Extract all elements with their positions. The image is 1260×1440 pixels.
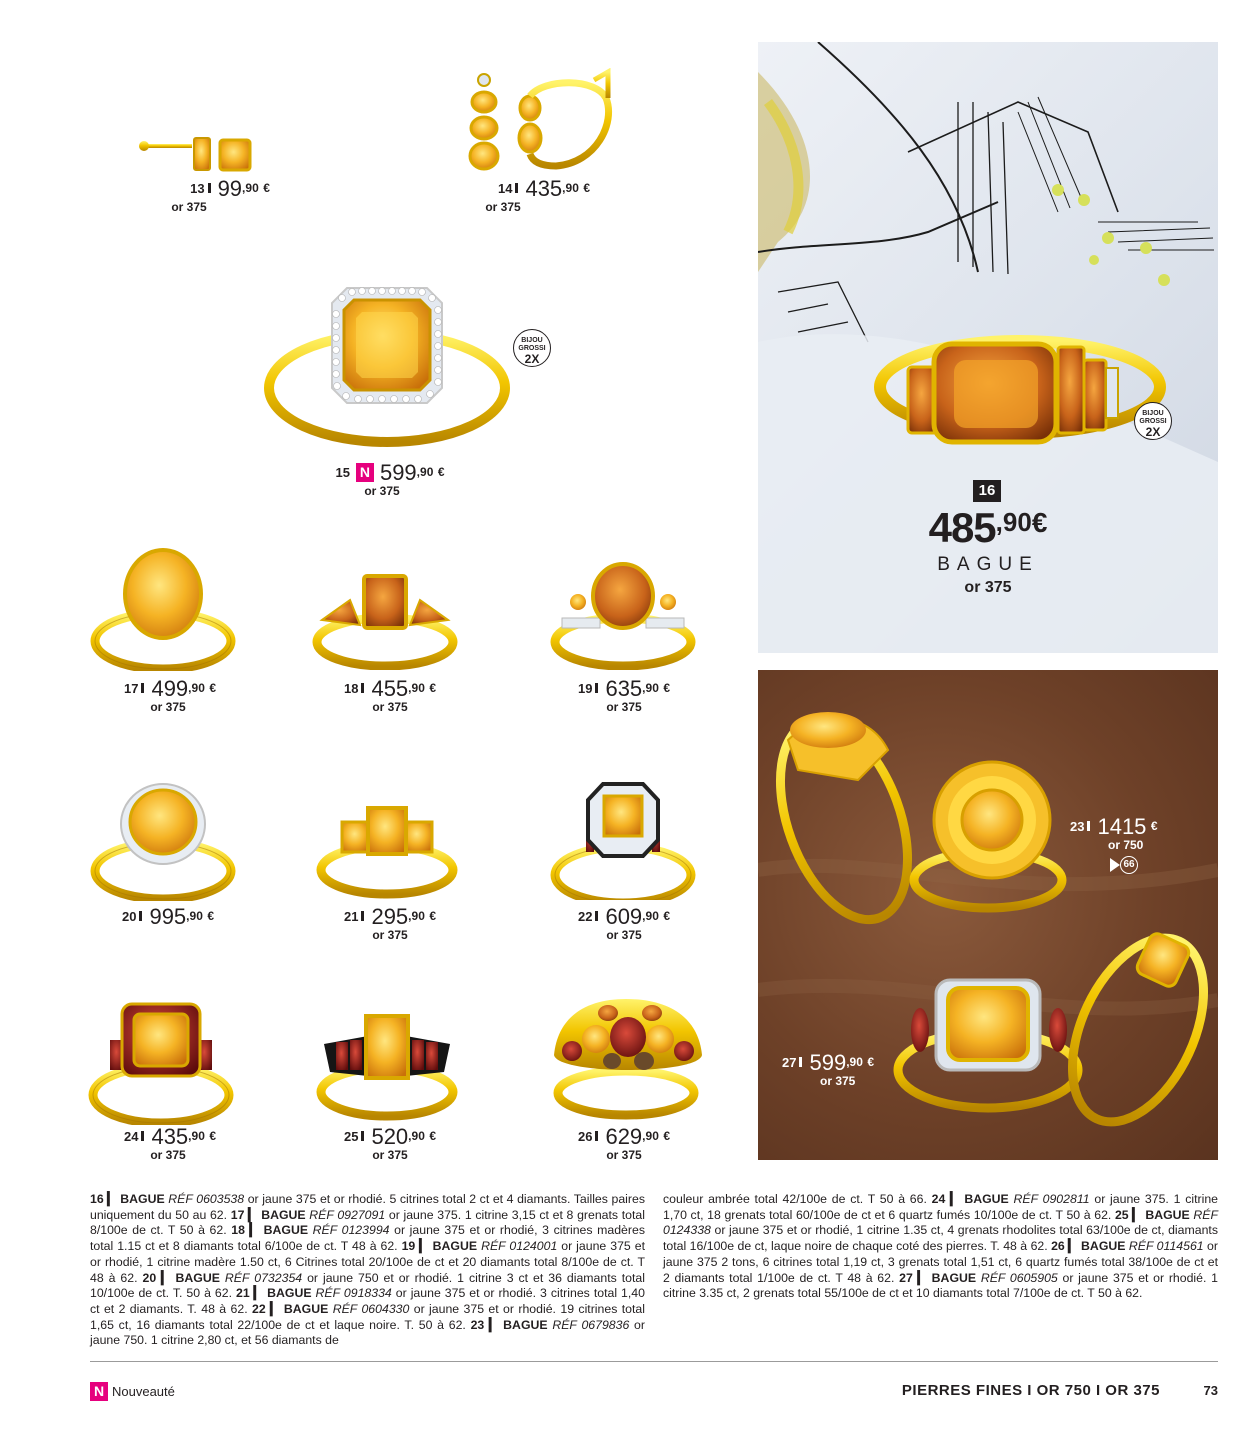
product-17-image[interactable] [88,546,243,671]
product-25-image[interactable] [312,1010,467,1125]
product-19-cents: 90 [645,681,659,695]
legend-item-22-ref: RÉF 0604330 [332,1301,410,1316]
legend-item-17-ref: RÉF 0927091 [309,1207,386,1222]
product-22-number: 22 [577,909,593,924]
product-15-cents: 90 [420,465,434,479]
legend-item-27-label: 27 ▎ BAGUE [894,1270,981,1285]
product-18-metal: or 375 [372,700,408,714]
product-22-image[interactable] [548,780,703,900]
product-14-euros: 435 [525,176,563,201]
featured-photo [758,42,1218,653]
product-21-price: 21 $295^{,90}$ € or 375 [310,904,470,942]
legend-item-23-text: or jaune 750. 1 citrine 2,80 ct, et 56 diamants de [90,1317,645,1348]
product-27-number: 27 [782,1055,797,1070]
product-18-euros: 455 [371,676,409,701]
product-20-image[interactable] [88,776,243,901]
product-19-price: 19 $635^{,90}$ € or 375 [544,676,704,714]
product-20-number: 20 [121,909,137,924]
legend-item-17-label: 17 ▎ BAGUE [227,1207,310,1222]
product-21-euros: 295 [371,904,409,929]
product-15-euros: 599 [379,460,417,485]
product-22-metal: or 375 [606,928,642,942]
product-13-currency: € [263,181,270,195]
product-27-metal: or 375 [820,1074,856,1088]
page-ref-number: 66 [1120,856,1138,874]
product-19-currency: € [663,681,671,695]
product-14-number: 14 [497,181,513,196]
legend-item-24-label: 24 ▎ BAGUE [926,1192,1014,1206]
product-17-cents: 90 [191,681,205,695]
product-14-cents: 90 [565,181,579,195]
featured-metal: or 375 [964,579,1012,596]
product-19-image[interactable] [548,560,703,670]
product-17-euros: 499 [151,676,189,701]
legend-item-25-text: or jaune 375 et or rhodié, 1 citrine 1.35 ct, 4 grenats rhodolites total 63/100e de ct, diamants total 16/100e de ct, laque noire de chaque coté des pierres. T. 48 à 62. [663,1223,1218,1254]
legend-item-19-text: or jaune 375 et or rhodié, 1 citrine madère 1.50 ct, 6 Citrines total 20/100e de ct et 20 diamants total 8/100e de ct. T 48 à 62. [90,1239,645,1285]
product-22-euros: 609 [605,904,643,929]
product-20-cents: 90 [189,909,203,923]
product-14-price: 14 $435^{,90}$ € or 375 [464,176,624,214]
featured-currency: € [1031,507,1048,538]
featured-zoom-badge [1134,402,1172,440]
product-17-number: 17 [123,681,139,696]
zoom-badge-value: 2X [524,352,540,366]
legend-item-20-label: 20 ▎ BAGUE [137,1270,225,1285]
product-24-cents: 90 [191,1129,205,1143]
product-15-metal: or 375 [364,484,400,498]
product-20-currency: € [207,909,215,923]
legend-item-21-ref: RÉF 0918334 [315,1286,392,1301]
product-27-euros: 599 [809,1050,847,1075]
product-27-currency: € [867,1055,875,1069]
legend-item-20-text: or jaune 750 et or rhodié. 1 citrine 3 ct et 36 diamants total 10/100e de ct. T. 50 à 62. [90,1270,645,1301]
product-15-currency: € [437,465,445,479]
legend-item-22-text: or jaune 375 et or rhodié. 19 citrines total 1,65 ct, 16 diamants total 22/100e de ct et laque noire. T. 50 à 62. [90,1301,645,1332]
product-17-currency: € [209,681,217,695]
legend-item-20-ref: RÉF 0732354 [224,1270,303,1285]
product-17-price: 17 $499^{,90}$ € or 375 [90,676,250,714]
product-25-cents: 90 [411,1129,425,1143]
product-25-euros: 520 [371,1124,409,1149]
product-24-number: 24 [123,1129,139,1144]
product-22-price: 22 $609^{,90}$ € or 375 [544,904,704,942]
product-24-metal: or 375 [150,1148,186,1162]
legend-item-26-text: or jaune 375 2 tons, 6 citrines total 1,19 ct, 3 grenats total 1,51 ct, 6 quartz fumés total 38/100e de ct et 2 diamants total 1/100e de ct. T 48 à 62. [663,1239,1218,1285]
product-20-price: 20 $995^{,90}$ € [121,904,215,929]
product-17-metal: or 375 [150,700,186,714]
product-18-number: 18 [343,681,359,696]
product-21-number: 21 [343,909,359,924]
product-15-number: 15 [335,465,350,480]
legend-item-16-label: 16 ▎ BAGUE [90,1192,169,1206]
page-number: 73 [1203,1383,1218,1398]
product-21-cents: 90 [411,909,425,923]
legend-item-18-ref: RÉF 0123994 [312,1223,390,1238]
product-19-metal: or 375 [606,700,642,714]
legend-item-26-label: 26 ▎ BAGUE [1047,1239,1129,1254]
featured-price [888,504,1088,552]
new-badge: N [356,463,374,482]
legend-item-17-text: or jaune 375. 1 citrine 3,15 ct et 8 grenats total 8/100e de ct. T 50 à 62. [90,1207,645,1238]
legend-item-25-ref: RÉF 0124338 [663,1207,1218,1238]
featured-cents: ,90 [995,507,1032,537]
zoom-badge-label: BIJOU GROSSI [518,337,546,352]
product-13-metal: or 375 [171,200,207,214]
product-25-metal: or 375 [372,1148,408,1162]
product-24-euros: 435 [151,1124,189,1149]
product-19-number: 19 [577,681,593,696]
footer-legend-new [90,1382,175,1401]
product-15-image[interactable] [262,278,512,458]
featured-zoom-label: BIJOU GROSSI [1139,410,1167,425]
product-18-image[interactable] [310,570,465,670]
product-18-cents: 90 [411,681,425,695]
product-14-image[interactable] [466,68,626,178]
product-26-metal: or 375 [606,1148,642,1162]
footer-new-label: Nouveauté [112,1384,175,1399]
product-21-image[interactable] [312,800,462,900]
product-27-price: 27 $599^{,90}$ € or 375 [782,1050,922,1088]
legend-item-21-text: or jaune 375 et or rhodié. 3 citrines total 1,40 ct et 2 diamants. T. 48 à 62. [90,1286,645,1316]
product-13-image[interactable] [136,128,256,178]
legend-item-16-ref: RÉF 0603538 [168,1192,245,1206]
product-18-currency: € [429,681,437,695]
product-22-cents: 90 [645,909,659,923]
product-21-metal: or 375 [372,928,408,942]
product-21-currency: € [429,909,437,923]
product-23-metal: or 750 [1108,838,1144,852]
legend-item-19-label: 19 ▎ BAGUE [397,1239,482,1254]
legend-item-26-ref: RÉF 0114561 [1128,1239,1204,1254]
product-26-image[interactable] [548,995,708,1120]
featured-euros: 485 [928,504,996,551]
product-23-currency: € [1150,819,1158,833]
legend-item-24-ref: RÉF 0902811 [1013,1192,1090,1206]
product-18-price: 18 $455^{,90}$ € or 375 [310,676,470,714]
legend-item-21-label: 21 ▎ BAGUE [232,1286,316,1301]
product-25-number: 25 [343,1129,359,1144]
product-20-euros: 995 [149,904,187,929]
product-14-metal: or 375 [485,200,521,214]
product-25-price: 25 $520^{,90}$ € or 375 [310,1124,470,1162]
product-23-price [1070,814,1190,852]
legend-column-2 [663,1192,1218,1302]
product-23-euros: 1415 [1097,814,1147,839]
product-24-currency: € [209,1129,217,1143]
product-13-cents: 90 [245,181,259,195]
product-26-euros: 629 [605,1124,643,1149]
page-ref-link[interactable] [1110,856,1138,874]
footer-new-badge: N [90,1382,108,1401]
legend-column-1 [90,1192,645,1349]
product-13-euros: 99 [217,176,243,201]
footer-section-title: PIERRES FINES I OR 750 I OR 375 [901,1382,1160,1399]
product-24-image[interactable] [86,1000,241,1125]
featured-number-box: 16 [973,480,1001,502]
product-19-euros: 635 [605,676,643,701]
product-13-price: 13 $99^{,90}$ € or 375 [150,176,310,214]
product-15-price: 15 N $599^{,90}$ € or 375 [300,460,480,498]
legend-item-27-text: or jaune 375 et or rhodié. 1 citrine 3.35 ct, 2 grenats total 55/100e de ct et 10 diamants total 7/100e de ct. T 50 à 62. [663,1270,1218,1301]
footer-divider [90,1361,1218,1362]
product-22-currency: € [663,909,671,923]
legend-item-23-label: 23 ▎ BAGUE [465,1317,553,1332]
legend-item-22-label: 22 ▎ BAGUE [247,1301,333,1316]
legend-item-continued-text: couleur ambrée total 42/100e de ct. T 50 à 66. [663,1192,927,1206]
product-26-number: 26 [577,1129,593,1144]
legend-item-19-ref: RÉF 0124001 [481,1239,558,1254]
featured-zoom-value: 2X [1145,425,1161,439]
legend-item-24-text: or jaune 375. 1 citrine 1,70 ct, 18 grenats total 60/100e de ct et 6 quartz fumés 10/100e de ct. T 50 à 62. [663,1192,1218,1222]
product-14-currency: € [583,181,591,195]
legend-item-18-text: or jaune 375 et or rhodié, 3 citrines madères total 1.15 ct et 8 diamants total 6/100e de ct. T 48 à 62. [90,1223,645,1254]
product-26-cents: 90 [645,1129,659,1143]
legend-item-16-text: or jaune 375 et or rhodié. 5 citrines total 2 ct et 4 diamants. Tailles paires uniquement du 50 au 62. [90,1192,645,1222]
product-26-price: 26 $629^{,90}$ € or 375 [544,1124,704,1162]
product-24-price: 24 $435^{,90}$ € or 375 [90,1124,250,1162]
legend-item-23-ref: RÉF 0679836 [552,1317,630,1332]
product-25-currency: € [429,1129,437,1143]
legend-item-18-label: 18 ▎ BAGUE [226,1223,313,1238]
sand-photo [758,670,1218,1160]
play-icon [1110,858,1120,872]
legend-item-27-ref: RÉF 0605905 [980,1270,1058,1285]
featured-name: BAGUE [937,554,1039,575]
product-15-zoom-badge [513,329,551,367]
product-26-currency: € [663,1129,671,1143]
product-13-number: 13 [190,181,205,196]
legend-item-25-label: 25 ▎ BAGUE [1111,1207,1194,1222]
product-23-number: 23 [1070,819,1085,834]
product-27-cents: 90 [849,1055,863,1069]
